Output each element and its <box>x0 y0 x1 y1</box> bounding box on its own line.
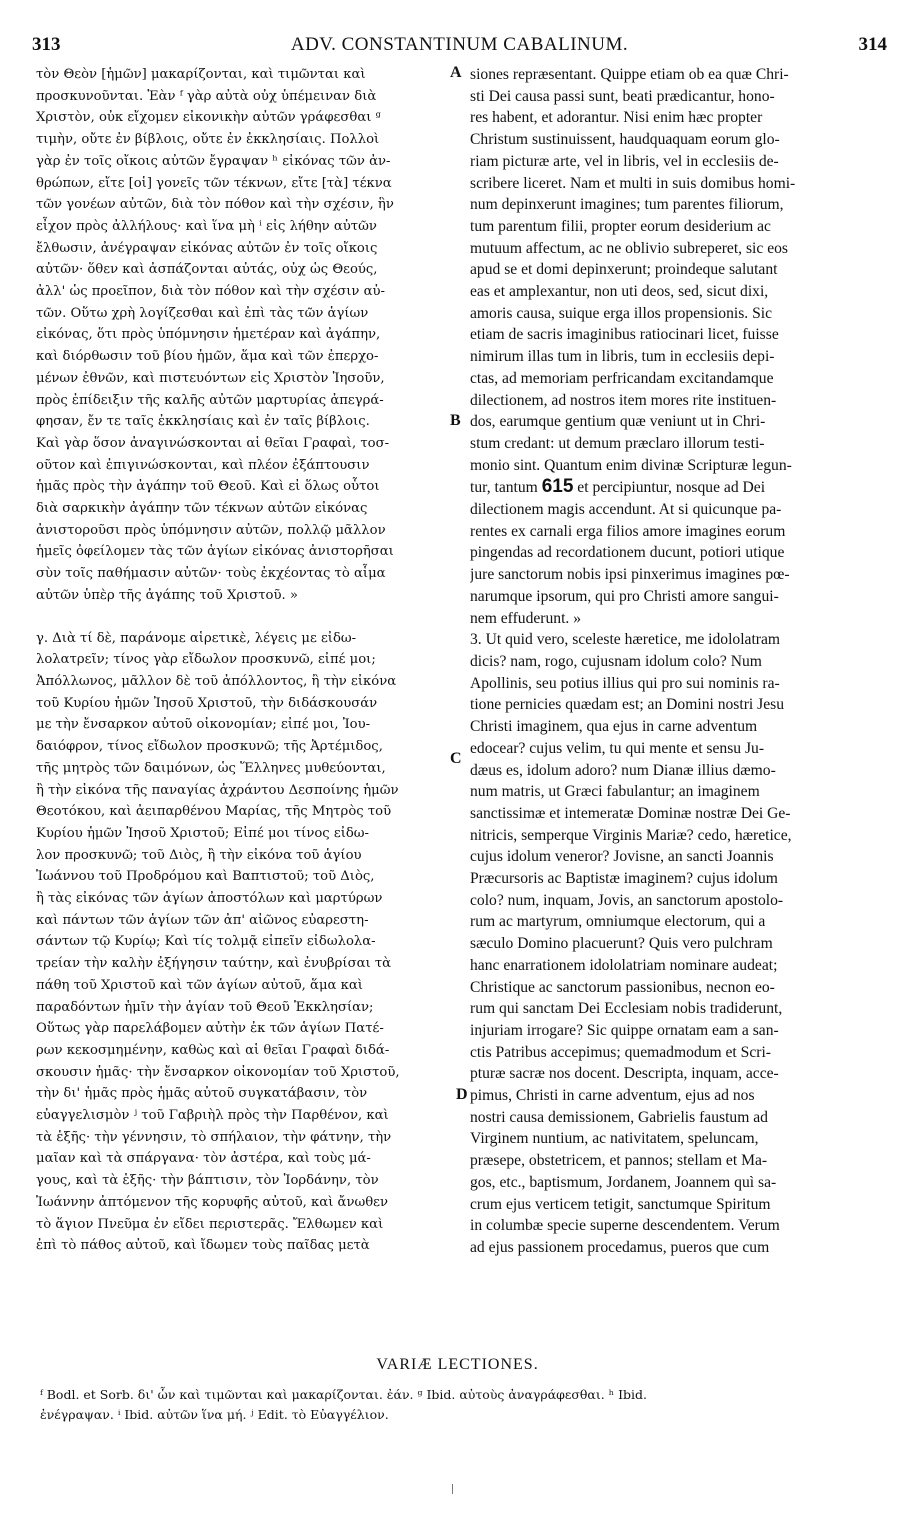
latin-text-line: mutuum affectum, ac ne oblivio subreperet, sic eos <box>470 239 788 257</box>
latin-text-line: colo? num, inquam, Jovis, an sanctorum apostolo- <box>470 891 784 909</box>
page-header <box>32 34 887 60</box>
greek-text-line: αὐτῶν ὑπὲρ τῆς ἀγάπης τοῦ Χριστοῦ. » <box>36 587 298 603</box>
greek-text-line: τὸν Θεὸν [ἡμῶν] μακαρίζονται, καὶ τιμῶνται καὶ <box>36 67 366 82</box>
column-number: 615 <box>541 476 574 498</box>
greek-text-line: σάντων τῷ Κυρίῳ; Καὶ τίς τολμᾷ εἰπεῖν εἰδωλολα- <box>36 934 376 950</box>
latin-text-line: edocear? cujus velim, tu qui mente et sensu Ju- <box>470 739 765 757</box>
latin-text-line: stum credant: ut demum præclaro illorum testi- <box>470 434 765 452</box>
greek-column <box>36 64 446 1257</box>
latin-text-line: tum parentum filii, propter eorum desiderium ac <box>470 217 771 235</box>
latin-text-line: narumque ipsorum, qui pro Christi amore sangui- <box>470 587 779 605</box>
latin-text-line: dicis? nam, rogo, cujusnam idolum colo? Num <box>470 652 762 670</box>
greek-text-line: γ. Διὰ τί δὲ, παράνομε αἱρετικὲ, λέγεις με εἰδω- <box>36 630 357 646</box>
greek-text-line: θρώπων, εἴτε [οἱ] γονεῖς τῶν τέκνων, εἴτε [τὰ] τέκνα <box>36 175 392 191</box>
greek-text-line: Θεοτόκου, καὶ ἀειπαρθένου Μαρίας, τῆς Μητρὸς τοῦ <box>36 804 392 820</box>
latin-text-line: ctas, ad memoriam perfricandam excitandamque <box>470 369 774 387</box>
latin-text-line: amoris causa, suique erga illos propensionis. Sic <box>470 304 773 322</box>
latin-text-line: etiam de sacris imaginibus ratiocinari licet, fuisse <box>470 326 779 344</box>
greek-text-line: Ἀπόλλωνος, μᾶλλον δὲ τοῦ ἀπόλλοντος, ἢ τὴν εἰκόνα <box>36 673 397 689</box>
latin-text-line: num depinxerunt imagines; tum parentes filiorum, <box>470 196 784 214</box>
section-letter-d: D <box>456 1086 468 1103</box>
greek-text-line: Ἰωάννην ἀπτόμενον τῆς κορυφῆς αὐτοῦ, καὶ ἄνωθεν <box>36 1194 389 1210</box>
section-letter-c: C <box>450 750 462 767</box>
latin-text-line: tione pernicies quædam est; an Domini nostri Jesu <box>470 696 784 714</box>
greek-text-line: τρείαν τὴν καλὴν ἐξήγησιν ταύτην, καὶ ἐνυβρίσαι τὰ <box>36 956 392 972</box>
latin-text-line: præsepe, obstetricem, et pannos; stellam et Ma- <box>470 1152 768 1170</box>
latin-text-line: dilectionem magis accendunt. At si quicunque pa- <box>470 501 782 519</box>
greek-text-line: δαιόφρον, τίνος εἴδωλον προσκυνῶ; τῆς Ἀρτέμιδος, <box>36 739 383 755</box>
greek-text-line: ἢ τὰς εἰκόνας τῶν ἁγίων ἀποστόλων καὶ μαρτύρων <box>36 891 383 907</box>
greek-text-line: τοῦ Κυρίου ἡμῶν Ἰησοῦ Χριστοῦ, τὴν διδάσκουσάν <box>36 695 378 711</box>
latin-text-line: Præcursoris ac Baptistæ imaginem? cujus idolum <box>470 870 778 888</box>
section-letter-a: A <box>450 64 462 81</box>
latin-text-line: Christum sustinuissent, haudquaquam eorum glo- <box>470 131 780 149</box>
latin-text-line: scribere liceret. Nam et multi in suis domibus homi- <box>470 174 796 192</box>
latin-text-line: sti Dei causa passi sunt, beati prædicantur, hono- <box>470 87 775 105</box>
latin-text-line: in columbæ specie superne descendentem. Verum <box>470 1217 780 1235</box>
latin-text-line: dilectionem, ad nostros item mores rite instituen- <box>470 391 777 409</box>
greek-text-line: Ἰωάννου τοῦ Προδρόμου καὶ Βαπτιστοῦ; τοῦ Διὸς, <box>36 869 375 885</box>
greek-text-line: πρὸς ἐπίδειξιν τῆς καλῆς αὐτῶν μαρτυρίας ἀπεγρά- <box>36 392 384 408</box>
greek-text-line: αὐτῶν· ὅθεν καὶ ἀσπάζονται αὐτάς, οὐχ ὡς Θεούς, <box>36 262 378 278</box>
latin-text-line: nimirum illas tum in libris, tum in ecclesiis depi- <box>470 348 775 366</box>
latin-text-line: injuriam irrogare? Sic quippe ornatam eam a san- <box>470 1021 779 1039</box>
greek-text-line: προσκυνοῦνται. Ἐὰν ᶠ γὰρ αὐτὰ οὐχ ὑπέμειναν διὰ <box>36 88 377 104</box>
greek-text-line: λον προσκυνῶ; τοῦ Διὸς, ἢ τὴν εἰκόνα τοῦ ἁγίου <box>36 847 362 863</box>
greek-text-line: φησαν, ἔν τε ταῖς ἐκκλησίαις καὶ ἐν ταῖς βίβλοις. <box>36 414 370 430</box>
greek-text-line: τῶν. Οὕτω χρὴ λογίζεσθαι καὶ ἐπὶ τὰς τῶν ἁγίων <box>36 305 369 321</box>
latin-text-line: ad ejus passionem procedamus, pueros que cum <box>470 1238 770 1256</box>
greek-text-line-gap <box>36 607 446 628</box>
greek-text-line: Χριστὸν, οὐκ εἴχομεν εἰκονικὴν αὐτῶν γράφεσθαι ᵍ <box>36 110 381 126</box>
latin-text-line: res habent, et adorantur. Nisi enim hæc propter <box>470 109 763 127</box>
latin-text-line: monio sint. Quantum enim divinæ Scripturæ legun- <box>470 456 792 474</box>
latin-text-line: sanctissimæ et intemeratæ Dominæ nostræ Dei Ge- <box>470 804 791 822</box>
footnotes <box>40 1385 890 1425</box>
latin-text-line: jure sanctorum nobis ipsi pinxerimus imagines pœ- <box>470 566 790 584</box>
right-page-number: 314 <box>858 34 887 55</box>
greek-text-line: ἢ τὴν εἰκόνα τῆς παναγίας ἀχράντου Δεσποίνης ἡμῶν <box>36 782 399 798</box>
latin-text-line: Virginem nuntium, ac nativitatem, speluncam, <box>470 1130 759 1148</box>
greek-text-line: τῆς μητρὸς τῶν δαιμόνων, ὡς Ἕλληνες μυθεύονται, <box>36 760 386 776</box>
greek-text-line: εἰκόνας, ὅτι πρὸς ὑπόμνησιν ἡμετέραν καὶ ἀγάπην, <box>36 327 381 343</box>
greek-text-line: ἐπὶ τὸ πάθος αὐτοῦ, καὶ ἴδωμεν τοὺς παῖδας μετὰ <box>36 1238 370 1254</box>
latin-text-line: rum qui sanctam Dei Ecclesiam nobis tradiderunt, <box>470 1000 783 1018</box>
greek-text-line: Καὶ γὰρ ὅσον ἀναγινώσκονται αἱ θεῖαι Γραφαὶ, τοσ- <box>36 435 390 451</box>
greek-text-line: ἡμᾶς πρὸς τὴν ἀγάπην τοῦ Θεοῦ. Καὶ εἰ ὅλως οὗτοι <box>36 479 380 495</box>
latin-text-line: nem effuderunt. » <box>470 609 581 627</box>
greek-text-line: γους, καὶ τὰ ἑξῆς· τὴν βάπτισιν, τὸν Ἰορδάνην, τὸν <box>36 1173 379 1189</box>
latin-text-line: num matris, ut Græci fabulantur; an imaginem <box>470 783 760 801</box>
greek-text-line: γὰρ ἐν τοῖς οἴκοις αὐτῶν ἔγραψαν ʰ εἰκόνας τῶν ἀν- <box>36 153 391 169</box>
section-letter-b: B <box>450 412 461 429</box>
latin-text-line: nostri causa demissionem, Gabrielis faustum ad <box>470 1108 768 1126</box>
greek-text-line: τὴν δι' ἡμᾶς πρὸς ἡμᾶς αὐτοῦ συγκατάβασιν, τὸν <box>36 1086 368 1102</box>
latin-text-line: riam picturæ arte, vel in libris, vel in ecclesiis de- <box>470 152 779 170</box>
greek-text-line: σὺν τοῖς παθήμασιν αὐτῶν· τοὺς ἐκχέοντας τὸ αἷμα <box>36 566 386 582</box>
greek-text-line: με τὴν ἔνσαρκον αὐτοῦ οἰκονομίαν; εἰπέ μοι, Ἰου- <box>36 717 371 733</box>
greek-text-line: ρων κεκοσμημένην, καθὼς καὶ αἱ θεῖαι Γραφαὶ διδά- <box>36 1042 390 1058</box>
greek-text-line: ἀλλ' ὡς προεῖπον, διὰ τὸν πόθον καὶ τὴν σχέσιν αὐ- <box>36 284 385 300</box>
greek-text-line: λολατρεῖν; τίνος γὰρ εἴδωλον προσκυνῶ, εἰπέ μοι; <box>36 652 376 668</box>
latin-text-line: tur, tantum 615 et percipiuntur, nosque ad Dei <box>470 476 766 498</box>
latin-text-line: pturæ sacræ nos docent. Descripta, inquam, acce- <box>470 1065 779 1083</box>
latin-text-line: gos, etc., baptismum, Jordanem, Joannem quì sa- <box>470 1173 777 1191</box>
latin-text-line: dæus es, idolum adoro? num Dianæ illius dæmo- <box>470 761 776 779</box>
greek-text-line: Κυρίου ἡμῶν Ἰησοῦ Χριστοῦ; Εἰπέ μοι τίνος εἰδω- <box>36 825 370 841</box>
latin-text-line: 3. Ut quid vero, sceleste hæretice, me idololatram <box>470 631 781 649</box>
latin-text-line: pimus, Christi in carne adventum, ejus ad nos <box>470 1087 755 1105</box>
greek-text-line: διὰ σαρκικὴν ἀγάπην τῶν τέκνων αὐτῶν εἰκόνας <box>36 501 368 517</box>
latin-text-line: eas et amplexantur, non uti deos, sed, sicut dixi, <box>470 283 769 301</box>
latin-text-line: Christi imaginem, qua ejus in carne adventum <box>470 718 758 736</box>
greek-text-line: ἀνιστοροῦσι πρὸς ὑπόμνησιν αὐτῶν, πολλῷ μᾶλλον <box>36 522 386 538</box>
running-title: ADV. CONSTANTINUM CABALINUM. <box>290 34 629 55</box>
footnote-line: ᶠ Bodl. et Sorb. δι' ὧν καὶ τιμῶνται καὶ μακαρίζονται. ἐάν. ᵍ Ibid. αὐτοὺς ἀναγράφεσθαι. ʰ Ibid. <box>40 1387 648 1402</box>
greek-text-line: εὐαγγελισμὸν ʲ τοῦ Γαβριὴλ πρὸς τὴν Παρθένον, καὶ <box>36 1108 389 1124</box>
latin-text-line: Apollinis, seu potius illius qui pro sui nominis ra- <box>470 674 780 692</box>
greek-text-line: μαῖαν καὶ τὰ σπάργανα· τὸν ἀστέρα, καὶ τοὺς μά- <box>36 1151 371 1167</box>
greek-text-line: τὸ ἅγιον Πνεῦμα ἐν εἴδει περιστερᾶς. Ἔλθωμεν καὶ <box>36 1216 384 1232</box>
greek-text-line: Οὕτως γὰρ παρελάβομεν αὐτὴν ἐκ τῶν ἁγίων Πατέ- <box>36 1021 384 1037</box>
latin-text-line: apud se et domi depinxerunt; proindeque salutant <box>470 261 778 279</box>
latin-text-line: rentes ex carnali erga filios amore imagines eorum <box>470 522 786 540</box>
latin-text-line: hanc enarrationem idololatriam nominare audeat; <box>470 956 778 974</box>
left-page-number: 313 <box>32 34 61 55</box>
latin-text-line: rum ac martyrum, omniumque electorum, qui a <box>470 913 766 931</box>
greek-text-line: ἡμεῖς ὀφείλομεν τὰς τῶν ἁγίων εἰκόνας ἀνιστορῆσαι <box>36 544 394 560</box>
gutter-mark <box>452 1484 453 1494</box>
latin-column <box>470 64 882 1259</box>
latin-text-line: siones repræsentant. Quippe etiam ob ea quæ Chri- <box>470 66 789 83</box>
greek-text-line: παραδόντων ἡμῖν τὴν ἁγίαν τοῦ Θεοῦ Ἐκκλησίαν; <box>36 999 374 1015</box>
latin-text-line: ctis Patribus accepimus; quemadmodum et Scri- <box>470 1043 771 1061</box>
latin-text-line: crum ejus verticem tetigit, sanctumque Spiritum <box>470 1195 771 1213</box>
latin-text-line: cujus idolum veneror? Jovisne, an sancti Joannis <box>470 848 774 866</box>
latin-text-line: Christique ac sanctorum passionibus, necnon eo- <box>470 978 775 996</box>
greek-text-line: οῦτον καὶ ἐπιγινώσκονται, καὶ πλέον ἐξάπτουσιν <box>36 457 370 473</box>
greek-text-line: τῶν γονέων αὐτῶν, διὰ τὸν πόθον καὶ τὴν σχέσιν, ἣν <box>36 197 394 213</box>
greek-text-line: καὶ διόρθωσιν τοῦ βίου ἡμῶν, ἅμα καὶ τῶν ἐπερχο- <box>36 349 379 365</box>
latin-text-line: dos, earumque gentium quæ veniunt ut in Chri- <box>470 413 766 431</box>
variae-lectiones-heading: VARIÆ LECTIONES. <box>376 1356 539 1373</box>
greek-text-line: μένων ἐθνῶν, καὶ πιστευόντων εἰς Χριστὸν Ἰησοῦν, <box>36 370 385 386</box>
greek-text-line: σκουσιν ἡμᾶς· τὴν ἔνσαρκον οἰκονομίαν τοῦ Χριστοῦ, <box>36 1064 400 1080</box>
greek-text-line: τὰ ἑξῆς· τὴν γέννησιν, τὸ σπήλαιον, τὴν φάτνην, τὴν <box>36 1129 392 1145</box>
latin-text-line: sæculo Domino placuerunt? Quis vero pulchram <box>470 935 773 953</box>
latin-text-line: nitricis, semperque Virginis Mariæ? cedo, hæretice, <box>470 826 792 844</box>
greek-text-line: εἶχον πρὸς ἀλλήλους· καὶ ἵνα μὴ ⁱ εἰς λήθην αὐτῶν <box>36 218 377 234</box>
footnote-line: ἐνέγραψαν. ⁱ Ibid. αὐτῶν ἵνα μή. ʲ Edit. τὸ Εὐαγγέλιον. <box>40 1407 389 1422</box>
latin-text-line: pingendas ad recordationem ducunt, potiori utique <box>470 544 785 562</box>
greek-text-line: ἔλθωσιν, ἀνέγραψαν εἰκόνας αὐτῶν ἐν τοῖς οἴκοις <box>36 240 378 256</box>
greek-text-line: τιμὴν, οὔτε ἐν βίβλοις, οὔτε ἐν ἐκκλησίαις. Πολλοὶ <box>36 132 380 148</box>
greek-text-line: πάθη τοῦ Χριστοῦ καὶ τῶν ἁγίων αὐτοῦ, ἅμα καὶ <box>36 977 363 993</box>
greek-text-line: καὶ πάντων τῶν ἁγίων τῶν ἀπ' αἰῶνος εὐαρεστη- <box>36 912 369 928</box>
